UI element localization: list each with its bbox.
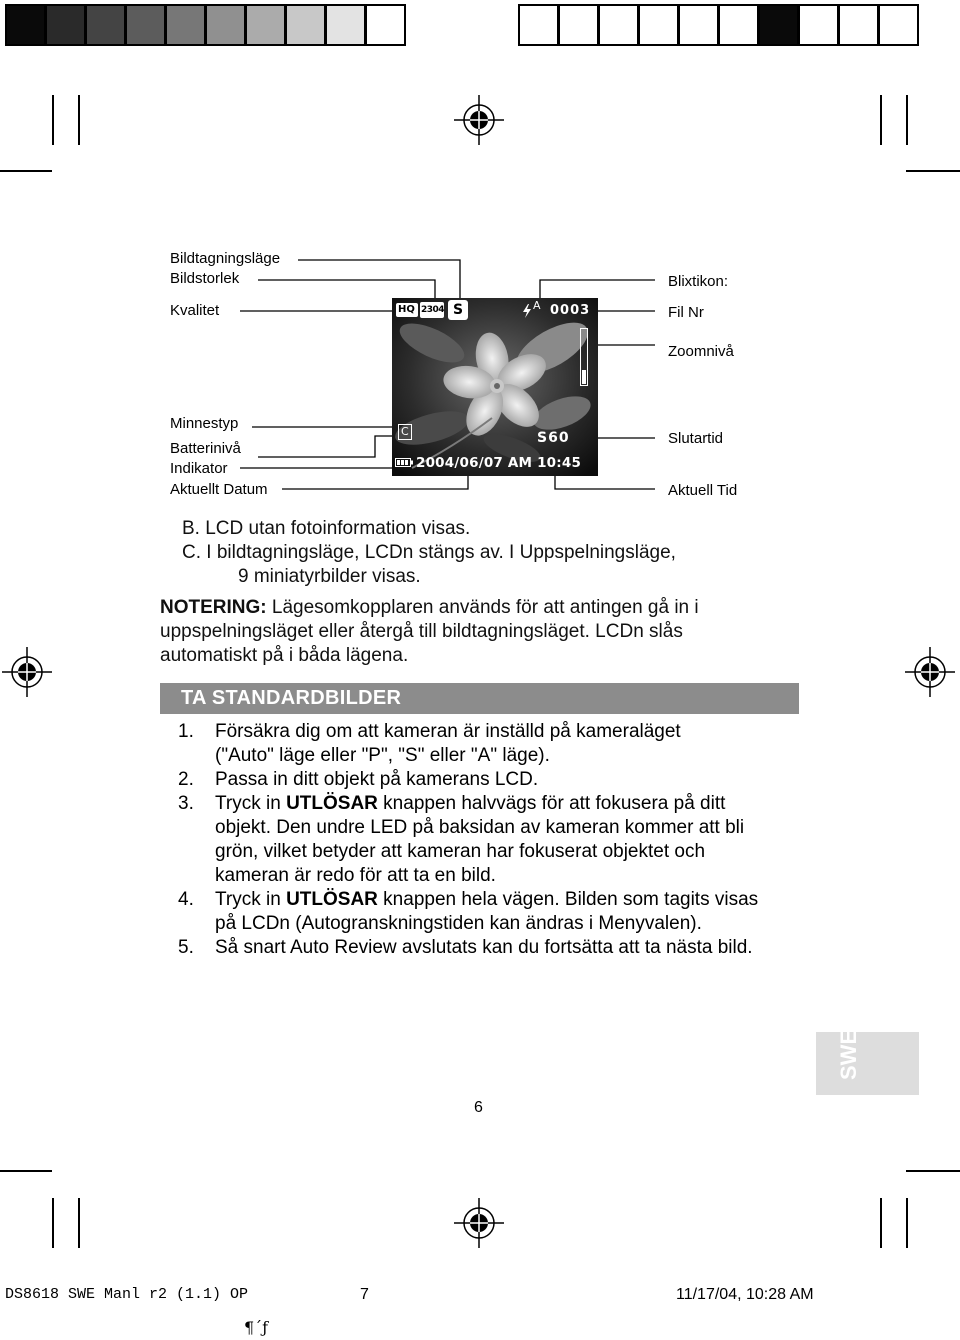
registration-mark-icon <box>905 647 955 697</box>
registration-mark-icon <box>454 1198 504 1248</box>
label-shutter-speed: Slutartid <box>668 430 724 447</box>
footer-datetime: 11/17/04, 10:28 AM <box>676 1286 814 1303</box>
item-c-line-1: C. I bildtagningsläge, LCDn stängs av. I Uppspelningsläge, <box>182 542 676 563</box>
step-4-post: knappen hela vägen. Bilden som tagits visas <box>377 889 759 910</box>
step-3-line-3: grön, vilket betyder att kameran har fokuserat objektet och <box>215 841 706 862</box>
label-battery-level: Batterinivå <box>170 440 241 457</box>
label-current-time: Aktuell Tid <box>668 482 738 499</box>
step-2-line-1: Passa in ditt objekt på kamerans LCD. <box>215 769 539 790</box>
hq-badge-text: HQ <box>398 304 415 315</box>
label-capture-mode: Bildtagningsläge <box>170 250 281 267</box>
lcd-screen <box>392 298 598 476</box>
step-number: 1. <box>178 721 194 742</box>
step-number: 5. <box>178 937 194 958</box>
note-line-2: uppspelningsläget eller återgå till bildtagningsläget. LCDn slås <box>160 621 683 642</box>
crop-mark <box>906 1170 960 1172</box>
shutter-button-name: UTLÖSAR <box>286 793 378 814</box>
footer-glyphs: ¶´ƒ <box>244 1318 269 1337</box>
crop-mark <box>52 1198 54 1248</box>
card-badge-text: C <box>401 425 409 438</box>
page-number: 6 <box>474 1099 483 1116</box>
label-zoom-level: Zoomnivå <box>668 343 734 360</box>
note-text-1: Lägesomkopplaren används för att antingen gå in i <box>266 597 699 618</box>
item-b-text: B. LCD utan fotoinformation visas. <box>182 518 471 539</box>
registration-mark-icon <box>2 647 52 697</box>
note-line-1 <box>160 596 800 620</box>
step-4-line-2: på LCDn (Autogranskningstiden kan ändras i Menyvalen). <box>215 913 702 934</box>
label-flash-icon: Blixtikon: <box>668 273 729 290</box>
step-number: 2. <box>178 769 194 790</box>
item-c-line-2: 9 miniatyrbilder visas. <box>238 566 421 587</box>
battery-icon <box>395 458 413 467</box>
step-number: 3. <box>178 793 194 814</box>
flash-mode-text: A <box>533 299 541 312</box>
step-number: 4. <box>178 889 194 910</box>
footer-sheet: 7 <box>360 1286 369 1303</box>
label-indicator: Indikator <box>170 460 228 477</box>
size-badge-text: 2304 <box>421 305 445 315</box>
crop-mark <box>906 1198 908 1248</box>
step-1-line-1: Försäkra dig om att kameran är inställd på kameraläget <box>215 721 681 742</box>
step-4-line-1 <box>215 888 805 912</box>
step-3-line-1 <box>215 792 805 816</box>
note-label: NOTERING: <box>160 597 267 618</box>
language-tab-text: SWE <box>836 1029 861 1080</box>
shutter-button-name: UTLÖSAR <box>286 889 378 910</box>
step-3-pre: Tryck in <box>215 793 287 814</box>
step-4-pre: Tryck in <box>215 889 287 910</box>
note-line-3: automatiskt på i båda lägena. <box>160 645 409 666</box>
flower-photo <box>392 298 598 476</box>
mode-badge-text: S <box>453 302 464 318</box>
label-quality: Kvalitet <box>170 302 220 319</box>
step-1-line-2: ("Auto" läge eller "P", "S" eller "A" läge). <box>215 745 550 766</box>
footer-filename: DS8618 SWE Manl r2 (1.1) OP <box>5 1286 249 1303</box>
step-3-line-4: kameran är redo för att ta en bild. <box>215 865 496 886</box>
label-current-date: Aktuellt Datum <box>170 481 268 498</box>
crop-mark <box>880 1198 882 1248</box>
label-memory-type: Minnestyp <box>170 415 239 432</box>
section-heading: TA STANDARDBILDER <box>160 683 799 714</box>
label-image-size: Bildstorlek <box>170 270 240 287</box>
zoom-bar <box>580 328 588 386</box>
step-3-post: knappen halvvägs för att fokusera på ditt <box>377 793 726 814</box>
label-file-no: Fil Nr <box>668 304 704 321</box>
step-5-line-1: Så snart Auto Review avslutats kan du fortsätta att ta nästa bild. <box>215 937 753 958</box>
step-3-line-2: objekt. Den undre LED på baksidan av kameran kommer att bli <box>215 817 745 838</box>
crop-mark <box>78 1198 80 1248</box>
flash-icon <box>522 304 532 318</box>
zoom-level-fill <box>582 370 586 384</box>
file-number-text: 0003 <box>550 303 591 318</box>
crop-mark <box>0 1170 52 1172</box>
shutter-speed-text: S60 <box>537 430 570 446</box>
datetime-text: 2004/06/07 AM 10:45 <box>416 455 582 471</box>
language-tab <box>816 1029 919 1095</box>
